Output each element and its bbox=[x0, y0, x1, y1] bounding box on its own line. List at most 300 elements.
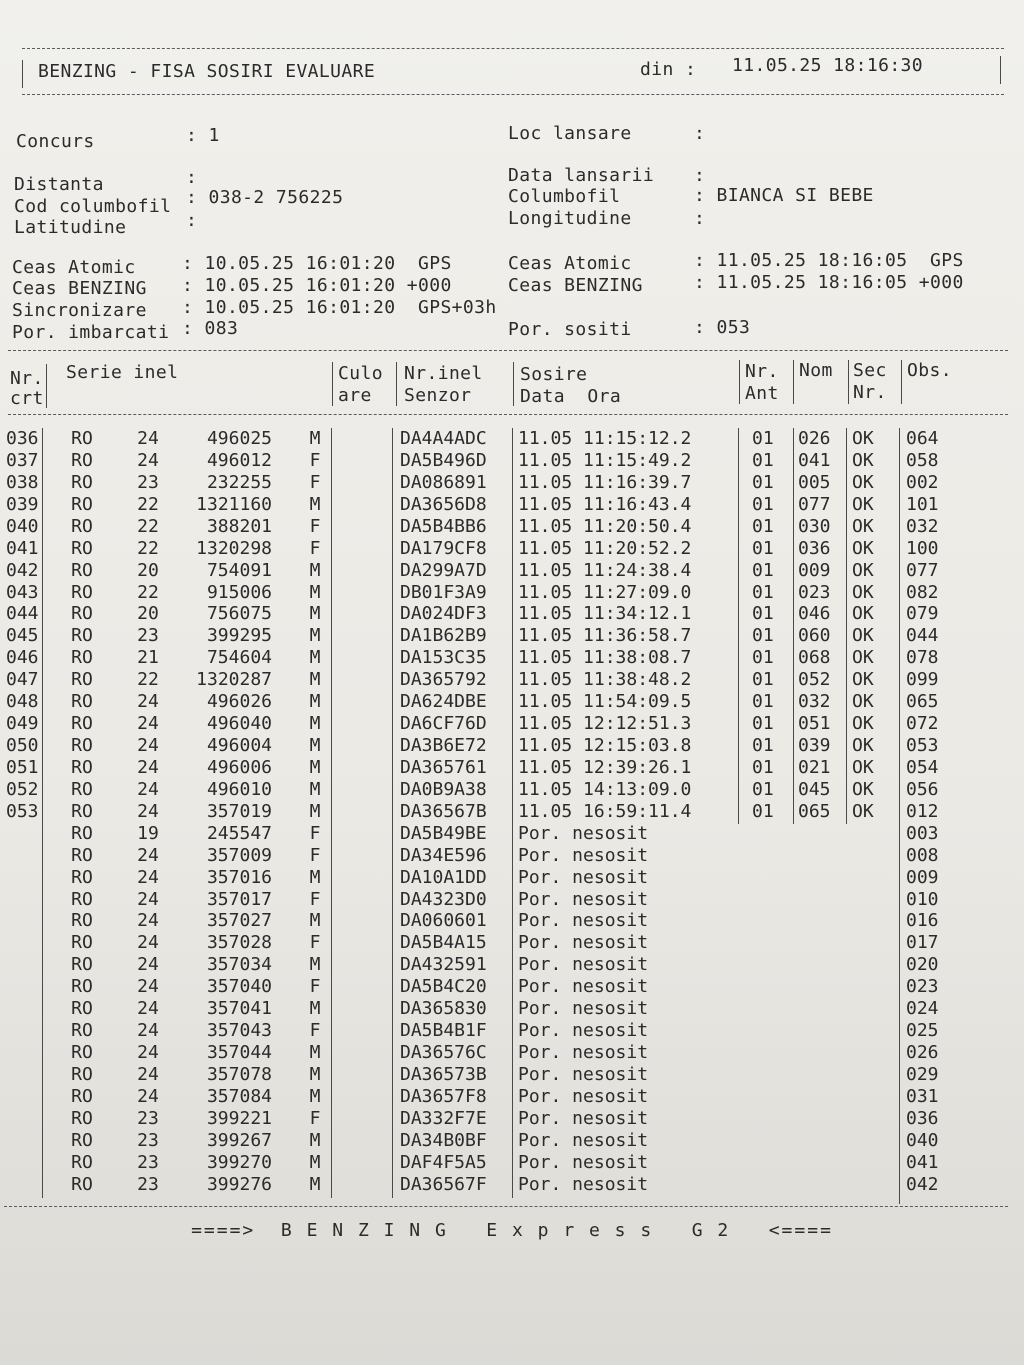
cell-nom: 045 bbox=[798, 778, 831, 800]
cell-tara: RO bbox=[71, 976, 93, 998]
columbofil-value: : BIANCA SI BEBE bbox=[694, 185, 874, 206]
report-timestamp: 11.05.25 18:16:30 bbox=[732, 55, 924, 76]
hdr-sep-5 bbox=[739, 360, 740, 404]
table-row bbox=[0, 625, 1024, 647]
cell-sex: F bbox=[309, 515, 321, 537]
header-top-rule bbox=[22, 48, 1004, 49]
cell-sex: M bbox=[309, 603, 321, 625]
header-bottom-rule bbox=[22, 94, 1004, 95]
cell-sosire: 11.05 11:16:39.7 bbox=[518, 471, 692, 493]
longitudine-value: : bbox=[694, 208, 706, 229]
table-row bbox=[0, 472, 1024, 494]
cell-tara: RO bbox=[71, 515, 93, 537]
cell-obs: 044 bbox=[906, 625, 939, 647]
cell-sec: OK bbox=[852, 449, 874, 471]
info-bottom-rule bbox=[8, 350, 1008, 351]
cod-columbofil-label: Cod columbofil bbox=[14, 196, 172, 217]
cell-sec: OK bbox=[852, 515, 874, 537]
cell-an: 23 bbox=[137, 625, 159, 647]
loc-lansare-value: : bbox=[694, 123, 706, 144]
cell-obs: 042 bbox=[906, 1173, 939, 1195]
cell-sec: OK bbox=[852, 756, 874, 778]
cell-sosire: Por. nesosit bbox=[518, 1063, 649, 1085]
hdr-sep-2 bbox=[332, 362, 333, 406]
cell-an: 24 bbox=[137, 998, 159, 1020]
cell-sosire: Por. nesosit bbox=[518, 1129, 649, 1151]
cell-nr: 045 bbox=[6, 625, 39, 647]
cell-sex: M bbox=[309, 493, 321, 515]
cell-sosire: Por. nesosit bbox=[518, 976, 649, 998]
cell-sosire: Por. nesosit bbox=[518, 888, 649, 910]
cell-inel: 756075 bbox=[206, 603, 272, 625]
cell-sex: F bbox=[309, 888, 321, 910]
cell-sosire: 11.05 11:20:52.2 bbox=[518, 537, 692, 559]
cell-senzor: DA024DF3 bbox=[400, 603, 487, 625]
cell-inel: 399267 bbox=[206, 1129, 272, 1151]
cell-ant: 01 bbox=[752, 471, 774, 493]
cell-obs: 040 bbox=[906, 1129, 939, 1151]
cell-obs: 026 bbox=[906, 1042, 939, 1063]
cell-sec: OK bbox=[852, 537, 874, 559]
cell-an: 20 bbox=[137, 603, 159, 625]
cell-sex: M bbox=[309, 756, 321, 778]
cell-sosire: Por. nesosit bbox=[518, 954, 649, 976]
cell-obs: 079 bbox=[906, 603, 939, 625]
cell-senzor: DA432591 bbox=[400, 954, 487, 976]
cell-tara: RO bbox=[71, 691, 93, 713]
hdr-sep-1 bbox=[46, 364, 47, 408]
table-row bbox=[0, 1174, 1024, 1196]
cell-senzor: DA36573B bbox=[400, 1063, 487, 1085]
col-sosire-2: Data Ora bbox=[520, 386, 622, 407]
cell-obs: 002 bbox=[906, 471, 939, 493]
cell-senzor: DA6CF76D bbox=[400, 713, 487, 735]
cell-obs: 065 bbox=[906, 691, 939, 713]
table-row bbox=[0, 428, 1024, 450]
cell-obs: 017 bbox=[906, 932, 939, 954]
cell-sosire: 11.05 11:24:38.4 bbox=[518, 559, 692, 581]
cell-obs: 100 bbox=[906, 537, 939, 559]
cell-obs: 020 bbox=[906, 954, 939, 976]
table-row bbox=[0, 801, 1024, 823]
cell-nom: 036 bbox=[798, 537, 831, 559]
cell-nom: 030 bbox=[798, 515, 831, 537]
cell-sosire: 11.05 16:59:11.4 bbox=[518, 800, 692, 822]
cell-senzor: DA36576C bbox=[400, 1042, 487, 1063]
cell-sosire: 11.05 11:15:12.2 bbox=[518, 428, 692, 449]
cell-senzor: DA060601 bbox=[400, 910, 487, 932]
cell-sec: OK bbox=[852, 428, 874, 449]
table-row bbox=[0, 932, 1024, 954]
cell-senzor: DA153C35 bbox=[400, 647, 487, 669]
cell-tara: RO bbox=[71, 888, 93, 910]
cell-sex: F bbox=[309, 822, 321, 844]
cell-ant: 01 bbox=[752, 713, 774, 735]
cell-inel: 357019 bbox=[206, 800, 272, 822]
table-row bbox=[0, 954, 1024, 976]
cell-sex: M bbox=[309, 1129, 321, 1151]
table-row bbox=[0, 1064, 1024, 1086]
cell-obs: 072 bbox=[906, 713, 939, 735]
cell-tara: RO bbox=[71, 647, 93, 669]
table-row bbox=[0, 450, 1024, 472]
cell-inel: 915006 bbox=[206, 581, 272, 603]
cell-ant: 01 bbox=[752, 778, 774, 800]
col-nom: Nom bbox=[799, 360, 833, 381]
cell-an: 24 bbox=[137, 691, 159, 713]
cell-sec: OK bbox=[852, 800, 874, 822]
cell-an: 23 bbox=[137, 1129, 159, 1151]
hdr-sep-8 bbox=[901, 360, 902, 404]
col-ant-2: Ant bbox=[745, 383, 779, 404]
cell-sex: M bbox=[309, 713, 321, 735]
cell-an: 24 bbox=[137, 844, 159, 866]
table-row bbox=[0, 1020, 1024, 1042]
table-row bbox=[0, 669, 1024, 691]
cell-senzor: DA365761 bbox=[400, 756, 487, 778]
table-row bbox=[0, 823, 1024, 845]
cell-sosire: Por. nesosit bbox=[518, 822, 649, 844]
cell-sosire: Por. nesosit bbox=[518, 844, 649, 866]
table-row bbox=[0, 603, 1024, 625]
cell-obs: 082 bbox=[906, 581, 939, 603]
cell-nr: 037 bbox=[6, 449, 39, 471]
cell-an: 24 bbox=[137, 778, 159, 800]
columbofil-label: Columbofil bbox=[508, 186, 621, 207]
cell-an: 19 bbox=[137, 822, 159, 844]
cell-nom: 041 bbox=[798, 449, 831, 471]
cell-sex: M bbox=[309, 1042, 321, 1063]
cell-obs: 064 bbox=[906, 428, 939, 449]
table-bottom-rule bbox=[4, 1206, 1008, 1207]
cell-senzor: DA332F7E bbox=[400, 1107, 487, 1129]
table-row bbox=[0, 516, 1024, 538]
hdr-sep-7 bbox=[848, 360, 849, 404]
cell-nom: 068 bbox=[798, 647, 831, 669]
cell-tara: RO bbox=[71, 449, 93, 471]
por-sositi-value: : 053 bbox=[694, 317, 751, 338]
cell-ant: 01 bbox=[752, 515, 774, 537]
cell-an: 24 bbox=[137, 713, 159, 735]
cell-nom: 052 bbox=[798, 669, 831, 691]
cell-senzor: DA1B62B9 bbox=[400, 625, 487, 647]
cell-senzor: DA5B4A15 bbox=[400, 932, 487, 954]
cell-inel: 496012 bbox=[206, 449, 272, 471]
table-row bbox=[0, 1130, 1024, 1152]
cell-tara: RO bbox=[71, 1042, 93, 1063]
table-row bbox=[0, 647, 1024, 669]
concurs-label: Concurs bbox=[16, 131, 95, 152]
table-row bbox=[0, 757, 1024, 779]
table-row bbox=[0, 976, 1024, 998]
table-row bbox=[0, 713, 1024, 735]
cell-an: 21 bbox=[137, 647, 159, 669]
cell-sex: M bbox=[309, 1151, 321, 1173]
cell-ant: 01 bbox=[752, 603, 774, 625]
cell-obs: 003 bbox=[906, 822, 939, 844]
cell-obs: 077 bbox=[906, 559, 939, 581]
cell-nr: 049 bbox=[6, 713, 39, 735]
cell-sosire: 11.05 11:20:50.4 bbox=[518, 515, 692, 537]
cell-sec: OK bbox=[852, 735, 874, 756]
col-senzor-1: Nr.inel bbox=[404, 363, 483, 384]
cod-columbofil-value: : 038-2 756225 bbox=[186, 187, 344, 208]
cell-an: 24 bbox=[137, 1020, 159, 1042]
cell-nr: 036 bbox=[6, 428, 39, 449]
cell-tara: RO bbox=[71, 954, 93, 976]
cell-sex: F bbox=[309, 1020, 321, 1042]
cell-senzor: DA624DBE bbox=[400, 691, 487, 713]
cell-inel: 496004 bbox=[206, 735, 272, 756]
cell-tara: RO bbox=[71, 1173, 93, 1195]
cell-senzor: DA4323D0 bbox=[400, 888, 487, 910]
cell-ant: 01 bbox=[752, 647, 774, 669]
table-row bbox=[0, 910, 1024, 932]
cell-nr: 038 bbox=[6, 471, 39, 493]
por-imbarcati-value: : 083 bbox=[182, 318, 239, 339]
cell-inel: 232255 bbox=[206, 471, 272, 493]
cell-sosire: 11.05 14:13:09.0 bbox=[518, 778, 692, 800]
cell-tara: RO bbox=[71, 625, 93, 647]
cell-an: 24 bbox=[137, 735, 159, 756]
hdr-sep-6 bbox=[793, 360, 794, 404]
cell-nom: 026 bbox=[798, 428, 831, 449]
cell-sec: OK bbox=[852, 603, 874, 625]
table-row bbox=[0, 1152, 1024, 1174]
table-row bbox=[0, 845, 1024, 867]
cell-an: 24 bbox=[137, 976, 159, 998]
cell-ant: 01 bbox=[752, 449, 774, 471]
cell-obs: 010 bbox=[906, 888, 939, 910]
cell-obs: 036 bbox=[906, 1107, 939, 1129]
table-row bbox=[0, 691, 1024, 713]
cell-sex: M bbox=[309, 1063, 321, 1085]
cell-ant: 01 bbox=[752, 756, 774, 778]
cell-nom: 039 bbox=[798, 735, 831, 756]
cell-inel: 399270 bbox=[206, 1151, 272, 1173]
cell-senzor: DA365792 bbox=[400, 669, 487, 691]
cell-sosire: 11.05 12:12:51.3 bbox=[518, 713, 692, 735]
cell-inel: 1320298 bbox=[196, 537, 272, 559]
cell-ant: 01 bbox=[752, 537, 774, 559]
cell-sex: M bbox=[309, 559, 321, 581]
cell-sex: F bbox=[309, 449, 321, 471]
cell-inel: 357041 bbox=[206, 998, 272, 1020]
cell-inel: 754604 bbox=[206, 647, 272, 669]
ceas-atomic-start-label: Ceas Atomic bbox=[12, 257, 136, 278]
cell-obs: 023 bbox=[906, 976, 939, 998]
col-sec-1: Sec bbox=[853, 360, 887, 381]
cell-inel: 357017 bbox=[206, 888, 272, 910]
cell-obs: 041 bbox=[906, 1151, 939, 1173]
cell-obs: 032 bbox=[906, 515, 939, 537]
cell-an: 22 bbox=[137, 669, 159, 691]
cell-sosire: 11.05 11:27:09.0 bbox=[518, 581, 692, 603]
cell-nom: 077 bbox=[798, 493, 831, 515]
cell-nr: 043 bbox=[6, 581, 39, 603]
cell-sex: M bbox=[309, 581, 321, 603]
cell-inel: 496010 bbox=[206, 778, 272, 800]
latitudine-label: Latitudine bbox=[14, 217, 127, 238]
cell-an: 22 bbox=[137, 537, 159, 559]
col-sosire-1: Sosire bbox=[520, 364, 588, 385]
cell-inel: 357028 bbox=[206, 932, 272, 954]
longitudine-label: Longitudine bbox=[508, 208, 632, 229]
cell-tara: RO bbox=[71, 669, 93, 691]
cell-an: 24 bbox=[137, 1063, 159, 1085]
sincronizare-label: Sincronizare bbox=[12, 300, 147, 321]
cell-senzor: DA36567B bbox=[400, 800, 487, 822]
cell-nr: 042 bbox=[6, 559, 39, 581]
cell-sec: OK bbox=[852, 625, 874, 647]
ceas-atomic-end-label: Ceas Atomic bbox=[508, 253, 632, 274]
data-lansarii-label: Data lansarii bbox=[508, 165, 655, 186]
cell-senzor: DB01F3A9 bbox=[400, 581, 487, 603]
cell-inel: 1320287 bbox=[196, 669, 272, 691]
cell-inel: 1321160 bbox=[196, 493, 272, 515]
cell-sex: M bbox=[309, 778, 321, 800]
cell-tara: RO bbox=[71, 603, 93, 625]
header-left-bar bbox=[22, 60, 23, 88]
cell-sex: F bbox=[309, 537, 321, 559]
data-lansarii-value: : bbox=[694, 165, 706, 186]
cell-sex: M bbox=[309, 669, 321, 691]
cell-inel: 357044 bbox=[206, 1042, 272, 1063]
cell-tara: RO bbox=[71, 1063, 93, 1085]
cell-an: 22 bbox=[137, 493, 159, 515]
cell-obs: 029 bbox=[906, 1063, 939, 1085]
cell-senzor: DA365830 bbox=[400, 998, 487, 1020]
table-row bbox=[0, 1086, 1024, 1108]
cell-inel: 388201 bbox=[206, 515, 272, 537]
cell-sosire: 11.05 12:39:26.1 bbox=[518, 756, 692, 778]
table-row bbox=[0, 538, 1024, 560]
cell-inel: 496025 bbox=[206, 428, 272, 449]
cell-sosire: Por. nesosit bbox=[518, 910, 649, 932]
cell-nr: 041 bbox=[6, 537, 39, 559]
cell-ant: 01 bbox=[752, 559, 774, 581]
cell-an: 23 bbox=[137, 471, 159, 493]
cell-tara: RO bbox=[71, 1020, 93, 1042]
cell-nom: 021 bbox=[798, 756, 831, 778]
cell-ant: 01 bbox=[752, 428, 774, 449]
cell-an: 24 bbox=[137, 1085, 159, 1107]
table-row bbox=[0, 889, 1024, 911]
cell-tara: RO bbox=[71, 822, 93, 844]
cell-tara: RO bbox=[71, 932, 93, 954]
table-row bbox=[0, 867, 1024, 889]
cell-tara: RO bbox=[71, 866, 93, 888]
cell-an: 24 bbox=[137, 800, 159, 822]
ceas-benzing-start-value: : 10.05.25 16:01:20 +000 bbox=[182, 275, 452, 296]
cell-obs: 078 bbox=[906, 647, 939, 669]
cell-obs: 101 bbox=[906, 493, 939, 515]
cell-senzor: DA3657F8 bbox=[400, 1085, 487, 1107]
cell-an: 23 bbox=[137, 1173, 159, 1195]
table-row bbox=[0, 1042, 1024, 1064]
cell-an: 24 bbox=[137, 1042, 159, 1063]
cell-sec: OK bbox=[852, 471, 874, 493]
cell-senzor: DA5B4B1F bbox=[400, 1020, 487, 1042]
columns-bottom-rule bbox=[8, 414, 1008, 415]
cell-an: 24 bbox=[137, 756, 159, 778]
cell-nom: 051 bbox=[798, 713, 831, 735]
cell-sec: OK bbox=[852, 669, 874, 691]
table-row bbox=[0, 735, 1024, 757]
cell-senzor: DA34B0BF bbox=[400, 1129, 487, 1151]
cell-obs: 009 bbox=[906, 866, 939, 888]
cell-an: 23 bbox=[137, 1151, 159, 1173]
cell-sec: OK bbox=[852, 713, 874, 735]
loc-lansare-label: Loc lansare bbox=[508, 123, 632, 144]
cell-inel: 357034 bbox=[206, 954, 272, 976]
cell-ant: 01 bbox=[752, 669, 774, 691]
por-sositi-label: Por. sositi bbox=[508, 319, 632, 340]
cell-ant: 01 bbox=[752, 625, 774, 647]
col-culoare-2: are bbox=[338, 385, 372, 406]
cell-sec: OK bbox=[852, 778, 874, 800]
cell-sex: M bbox=[309, 1085, 321, 1107]
cell-nom: 023 bbox=[798, 581, 831, 603]
col-ant-1: Nr. bbox=[745, 361, 779, 382]
distanta-value: : bbox=[186, 167, 198, 188]
cell-obs: 016 bbox=[906, 910, 939, 932]
col-nr-1: Nr. bbox=[10, 368, 44, 389]
cell-an: 23 bbox=[137, 1107, 159, 1129]
cell-nr: 044 bbox=[6, 603, 39, 625]
cell-sosire: Por. nesosit bbox=[518, 1107, 649, 1129]
cell-inel: 245547 bbox=[206, 822, 272, 844]
cell-sec: OK bbox=[852, 691, 874, 713]
cell-senzor: DA10A1DD bbox=[400, 866, 487, 888]
cell-sosire: 11.05 11:15:49.2 bbox=[518, 449, 692, 471]
cell-ant: 01 bbox=[752, 581, 774, 603]
table-row bbox=[0, 779, 1024, 801]
cell-ant: 01 bbox=[752, 493, 774, 515]
cell-nr: 046 bbox=[6, 647, 39, 669]
cell-senzor: DA4A4ADC bbox=[400, 428, 487, 449]
cell-sosire: Por. nesosit bbox=[518, 866, 649, 888]
cell-tara: RO bbox=[71, 1151, 93, 1173]
col-senzor-2: Senzor bbox=[404, 385, 472, 406]
cell-senzor: DA5B4C20 bbox=[400, 976, 487, 998]
cell-nom: 009 bbox=[798, 559, 831, 581]
cell-inel: 399276 bbox=[206, 1173, 272, 1195]
cell-nr: 052 bbox=[6, 778, 39, 800]
cell-sosire: Por. nesosit bbox=[518, 1020, 649, 1042]
cell-sosire: Por. nesosit bbox=[518, 932, 649, 954]
cell-sosire: 11.05 11:34:12.1 bbox=[518, 603, 692, 625]
table-row bbox=[0, 494, 1024, 516]
cell-senzor: DA5B496D bbox=[400, 449, 487, 471]
cell-sosire: Por. nesosit bbox=[518, 1173, 649, 1195]
cell-nom: 046 bbox=[798, 603, 831, 625]
cell-sex: F bbox=[309, 471, 321, 493]
cell-inel: 496040 bbox=[206, 713, 272, 735]
cell-nr: 051 bbox=[6, 756, 39, 778]
hdr-sep-4 bbox=[513, 362, 514, 406]
concurs-value: : 1 bbox=[186, 125, 220, 146]
cell-sex: F bbox=[309, 844, 321, 866]
cell-sex: M bbox=[309, 954, 321, 976]
cell-senzor: DA299A7D bbox=[400, 559, 487, 581]
cell-obs: 099 bbox=[906, 669, 939, 691]
cell-senzor: DA5B49BE bbox=[400, 822, 487, 844]
cell-obs: 031 bbox=[906, 1085, 939, 1107]
cell-sex: F bbox=[309, 1107, 321, 1129]
col-serie-inel: Serie inel bbox=[66, 362, 179, 383]
cell-sosire: 11.05 12:15:03.8 bbox=[518, 735, 692, 756]
